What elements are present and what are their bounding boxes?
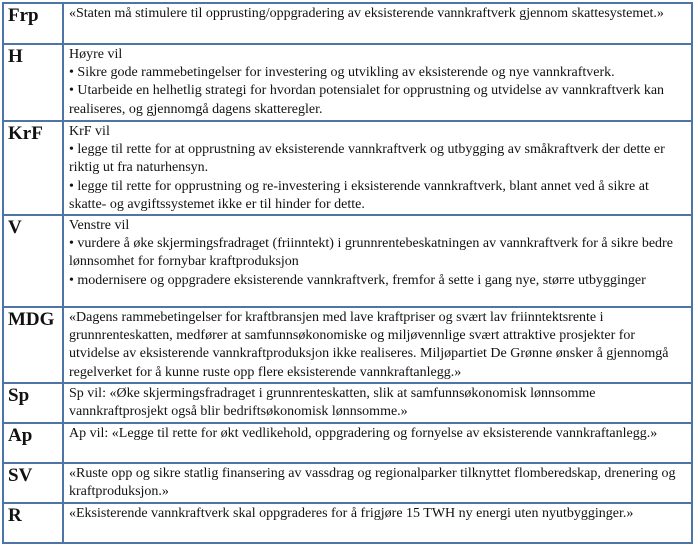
- table-row: [3, 463, 692, 503]
- party-name: SV: [3, 463, 63, 503]
- party-statement: [63, 3, 692, 44]
- table-row: [3, 307, 692, 383]
- party-statement: [63, 215, 692, 307]
- party-name: Ap: [3, 423, 63, 463]
- statement-line: • modernisere og oppgradere eksisterende vannkraftverk, fremfor å sette i gang nye, større utbygginger: [69, 272, 646, 288]
- statement-line: • Sikre gode rammebetingelser for investering og utvikling av eksisterende og nye vannkraftverk.: [69, 65, 615, 81]
- statement-line: KrF vil: [69, 124, 110, 139]
- party-name: H: [3, 44, 63, 121]
- table-row: [3, 423, 692, 463]
- statement-line: Høyre vil: [69, 47, 123, 62]
- table-row: [3, 383, 692, 423]
- table-row: [3, 503, 692, 543]
- party-statement: [63, 383, 692, 423]
- table-row: [3, 215, 692, 307]
- party-statement: [63, 463, 692, 503]
- party-statement: [63, 503, 692, 543]
- party-name: MDG: [3, 307, 63, 383]
- statement-line: Ap vil: «Legge til rette for økt vedlikehold, oppgradering og fornyelse av eksisterende vannkraftanlegg.»: [69, 426, 658, 442]
- party-statement: [63, 121, 692, 215]
- statement-line: «Ruste opp og sikre statlig finansering av vassdrag og regionalparker tilknyttet flomberedskap, drenering og kraftproduksjon.»: [69, 466, 676, 500]
- statement-line: Sp vil: «Øke skjermingsfradraget i grunnrenteskatten, slik at samfunnsøkonomisk lønnsomme vannkraftprosjekt også blir bedriftsøkonomisk lønnsomme.»: [69, 386, 596, 420]
- party-name: R: [3, 503, 63, 543]
- party-statement: [63, 423, 692, 463]
- statement-line: «Dagens rammebetingelser for kraftbransjen med lave kraftpriser og svært lav friinntektsrente i grunnrenteskatten, medfører at samfunnsøkonomiske og miljøvennlige svært attraktive prosjekter for utvidelse av eksisterende vannkraftproduksjon ikke realiseres. Miljøpartiet De Grønne ønsker å gjennomgå regelverket for å kunne ruste opp flere eksisterende vannkraftanlegg.»: [69, 310, 669, 380]
- party-statement: [63, 44, 692, 121]
- party-positions-table: [2, 2, 693, 544]
- statement-line: «Staten må stimulere til opprusting/oppgradering av eksisterende vannkraftverk gjennom skattesystemet.»: [69, 6, 664, 21]
- party-name: V: [3, 215, 63, 307]
- statement-line: • vurdere å øke skjermingsfradraget (friinntekt) i grunnrentebeskatningen av vannkraftverk for å sikre bedre lønnsomhet for fornybar kraftproduksjon: [69, 236, 673, 270]
- statement-line: • Utarbeide en helhetlig strategi for hvordan potensialet for opprustning og utvidelse av vannkraftverk kan realiseres, og gjennomgå dagens skatteregler.: [69, 83, 665, 117]
- statement-line: • legge til rette for at opprustning av eksisterende vannkraftverk og utbygging av småkraftverk der dette er riktig ut fra naturhensyn.: [69, 142, 665, 176]
- party-name: Sp: [3, 383, 63, 423]
- statement-line: • legge til rette for opprustning og re-investering i eksisterende vannkraftverk, blant annet ved å sikre at skatte- og avgiftssystemet ikke er til hinder for dette.: [69, 178, 649, 212]
- party-name: KrF: [3, 121, 63, 215]
- table-row: [3, 3, 692, 44]
- party-name: Frp: [3, 3, 63, 44]
- table-row: [3, 44, 692, 121]
- party-statement: [63, 307, 692, 383]
- statement-line: «Eksisterende vannkraftverk skal oppgraderes for å frigjøre 15 TWH ny energi uten nyutbygginger.»: [69, 506, 634, 522]
- table-row: [3, 121, 692, 215]
- statement-line: Venstre vil: [69, 218, 130, 234]
